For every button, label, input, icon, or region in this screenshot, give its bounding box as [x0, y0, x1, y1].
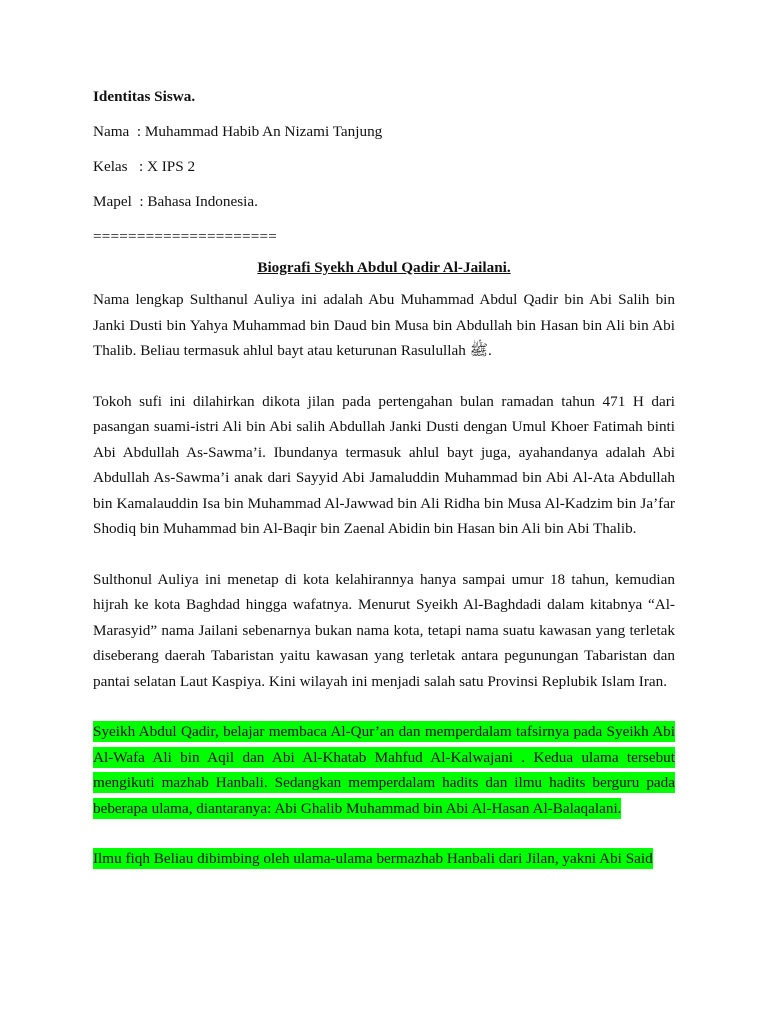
highlighted-text: Ilmu fiqh Beliau dibimbing oleh ulama-ulama bermazhab Hanbali dari Jilan, yakni Abi Said — [93, 850, 653, 867]
biography-paragraph-1: Nama lengkap Sulthanul Auliya ini adalah Abu Muhammad Abdul Qadir bin Abi Salih bin Janki Dusti bin Yahya Muhammad bin Daud bin Musa bin Abdullah bin Hasan bin Ali bin Abi Thalib. Beliau termasuk ahlul bayt atau keturunan Rasulullah ﷺ. — [93, 291, 675, 359]
biography-title: Biografi Syekh Abdul Qadir Al-Jailani. — [257, 259, 511, 276]
student-class-row: Kelas : X IPS 2 — [93, 158, 196, 175]
biography-paragraph-5-highlighted — [93, 846, 675, 872]
student-subject-row: Mapel : Bahasa Indonesia. — [93, 193, 258, 210]
biography-paragraph-4-highlighted — [93, 719, 675, 821]
student-name-row: Nama : Muhammad Habib An Nizami Tanjung — [93, 123, 383, 140]
biography-paragraph-2: Tokoh sufi ini dilahirkan dikota jilan pada pertengahan bulan ramadan tahun 471 H dari pasangan suami-istri Ali bin Abi salih Abdullah Janki Dusti dengan Umul Khoer Fatimah binti Abi Abdullah As-Sawma’i. Ibundanya termasuk ahlul bayt juga, ayahandanya adalah Abi Abdullah As-Sawma’i anak dari Sayyid Abi Jamaluddin Muhammad bin Abi Al-Ata Abdullah bin Kamalauddin Isa bin Muhammad Al-Jawwad bin Ali Ridha bin Musa Al-Kadzim bin Ja’far Shodiq bin Muhammad bin Al-Baqir bin Zaenal Abidin bin Hasan bin Ali bin Abi Thalib. — [93, 392, 675, 537]
document-content — [93, 86, 675, 872]
biography-paragraph-3: Sulthonul Auliya ini menetap di kota kelahirannya hanya sampai umur 18 tahun, kemudian hijrah ke kota Baghdad hingga wafatnya. Menurut Syeikh Al-Baghdadi dalam kitabnya “Al-Marasyid” nama Jailani sebenarnya bukan nama kota, tetapi nama suatu kawasan yang terletak diseberang daerah Tabaristan yaitu kawasan yang terletak antara pegunungan Tabaristan dan pantai selatan Laut Kaspiya. Kini wilayah ini menjadi salah satu Provinsi Replubik Islam Iran. — [93, 570, 675, 690]
separator-line: ===================== — [93, 228, 278, 245]
highlighted-text: Syeikh Abdul Qadir, belajar membaca Al-Qur’an dan memperdalam tafsirnya pada Syeikh Abi Al-Wafa Ali bin Aqil dan Abi Al-Khatab Mahfud Al-Kalwajani . Kedua ulama tersebut mengikuti mazhab Hanbali. Sedangkan memperdalam hadits dan ilmu hadits berguru pada beberapa ulama, diantaranya: Abi Ghalib Muhammad bin Abi Al-Hasan Al-Balaqalani. — [93, 723, 675, 817]
identity-heading: Identitas Siswa. — [93, 88, 196, 105]
